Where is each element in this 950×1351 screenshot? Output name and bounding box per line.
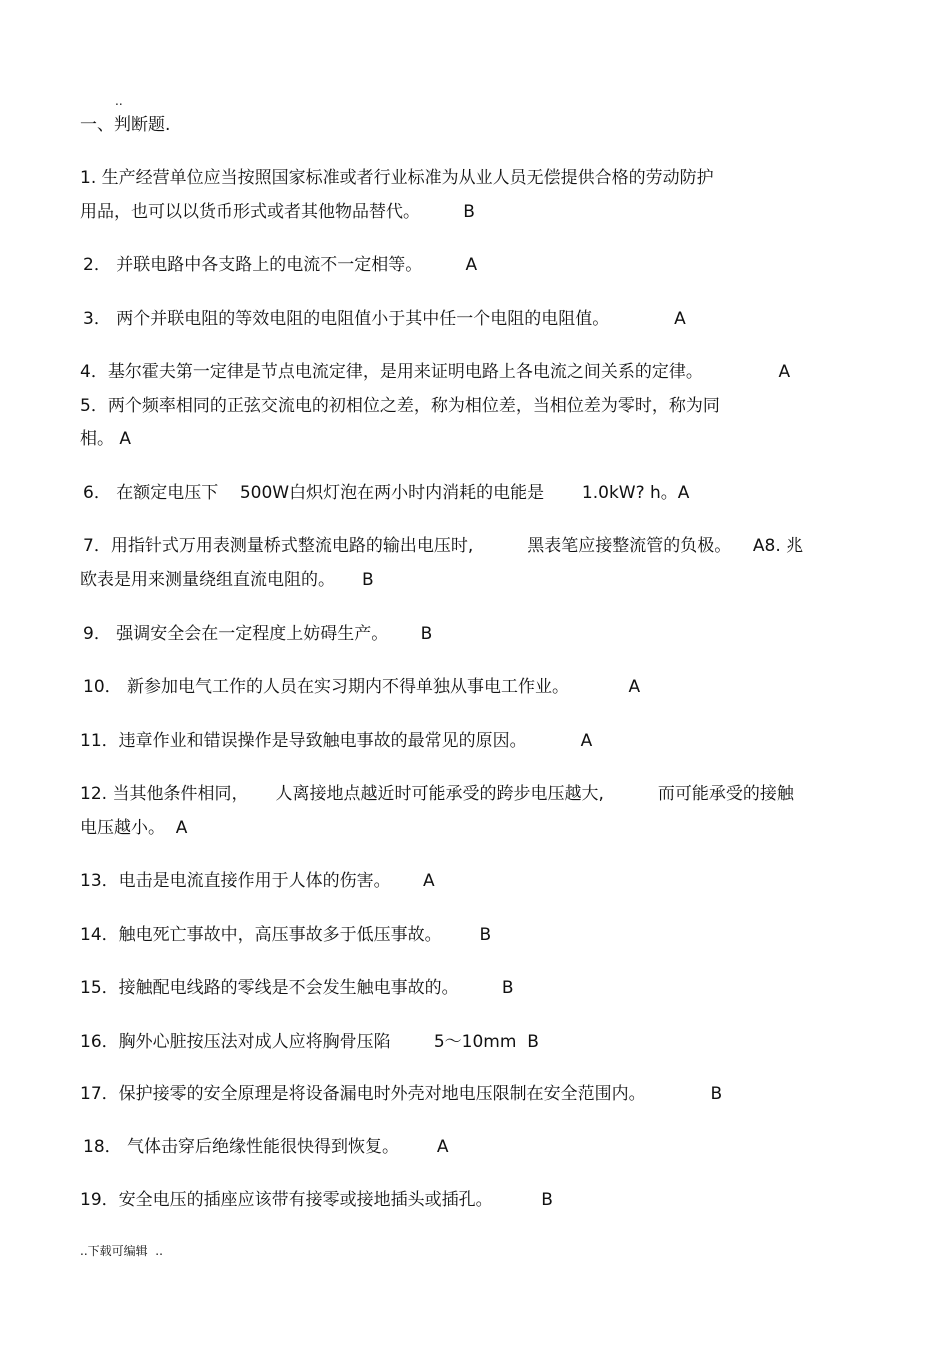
question-line: 14．触电死亡事故中，高压事故多于低压事故。 B [80, 925, 492, 945]
header-dots: .. [115, 94, 123, 108]
question-line: 16．胸外心脏按压法对成人应将胸骨压陷 5～10mm B [80, 1032, 539, 1052]
question-line: 19．安全电压的插座应该带有接零或接地插头或插孔。 B [80, 1190, 553, 1210]
question-line: 2． 并联电路中各支路上的电流不一定相等。 A [83, 255, 478, 275]
question-line: 12. 当其他条件相同， 人离接地点越近时可能承受的跨步电压越大, 而可能承受的接触 [80, 784, 794, 804]
footer-note: ..下载可编辑 .. [80, 1244, 163, 1258]
question-line: 3． 两个并联电阻的等效电阻的电阻值小于其中任一个电阻的电阻值。 A [83, 309, 686, 329]
section-title: 一、判断题. [80, 115, 171, 135]
question-line: 电压越小。 A [80, 818, 188, 838]
question-line: 1. 生产经营单位应当按照国家标准或者行业标准为从业人员无偿提供合格的劳动防护 [80, 168, 714, 188]
question-line: 相。 A [80, 429, 132, 449]
question-line: 7．用指针式万用表测量桥式整流电路的输出电压时, 黑表笔应接整流管的负极。 A8. 兆 [83, 536, 804, 556]
question-line: 15．接触配电线路的零线是不会发生触电事故的。 B [80, 978, 514, 998]
question-line: 18． 气体击穿后绝缘性能很快得到恢复。 A [83, 1137, 449, 1157]
question-line: 欧表是用来测量绕组直流电阻的。 B [80, 570, 374, 590]
question-line: 17．保护接零的安全原理是将设备漏电时外壳对地电压限制在安全范围内。 B [80, 1084, 723, 1104]
question-line: 6． 在额定电压下 500W白炽灯泡在两小时内消耗的电能是 1.0kW? h。A [83, 483, 690, 503]
question-line: 9． 强调安全会在一定程度上妨碍生产。 B [83, 624, 433, 644]
question-line: 13．电击是电流直接作用于人体的伤害。 A [80, 871, 435, 891]
question-line: 4．基尔霍夫第一定律是节点电流定律，是用来证明电路上各电流之间关系的定律。 A [80, 362, 791, 382]
question-line: 10． 新参加电气工作的人员在实习期内不得单独从事电工作业。 A [83, 677, 641, 697]
question-line: 用品，也可以以货币形式或者其他物品替代。 B [80, 202, 475, 222]
question-line: 11．违章作业和错误操作是导致触电事故的最常见的原因。 A [80, 731, 593, 751]
question-line: 5．两个频率相同的正弦交流电的初相位之差，称为相位差，当相位差为零时，称为同 [80, 396, 720, 416]
